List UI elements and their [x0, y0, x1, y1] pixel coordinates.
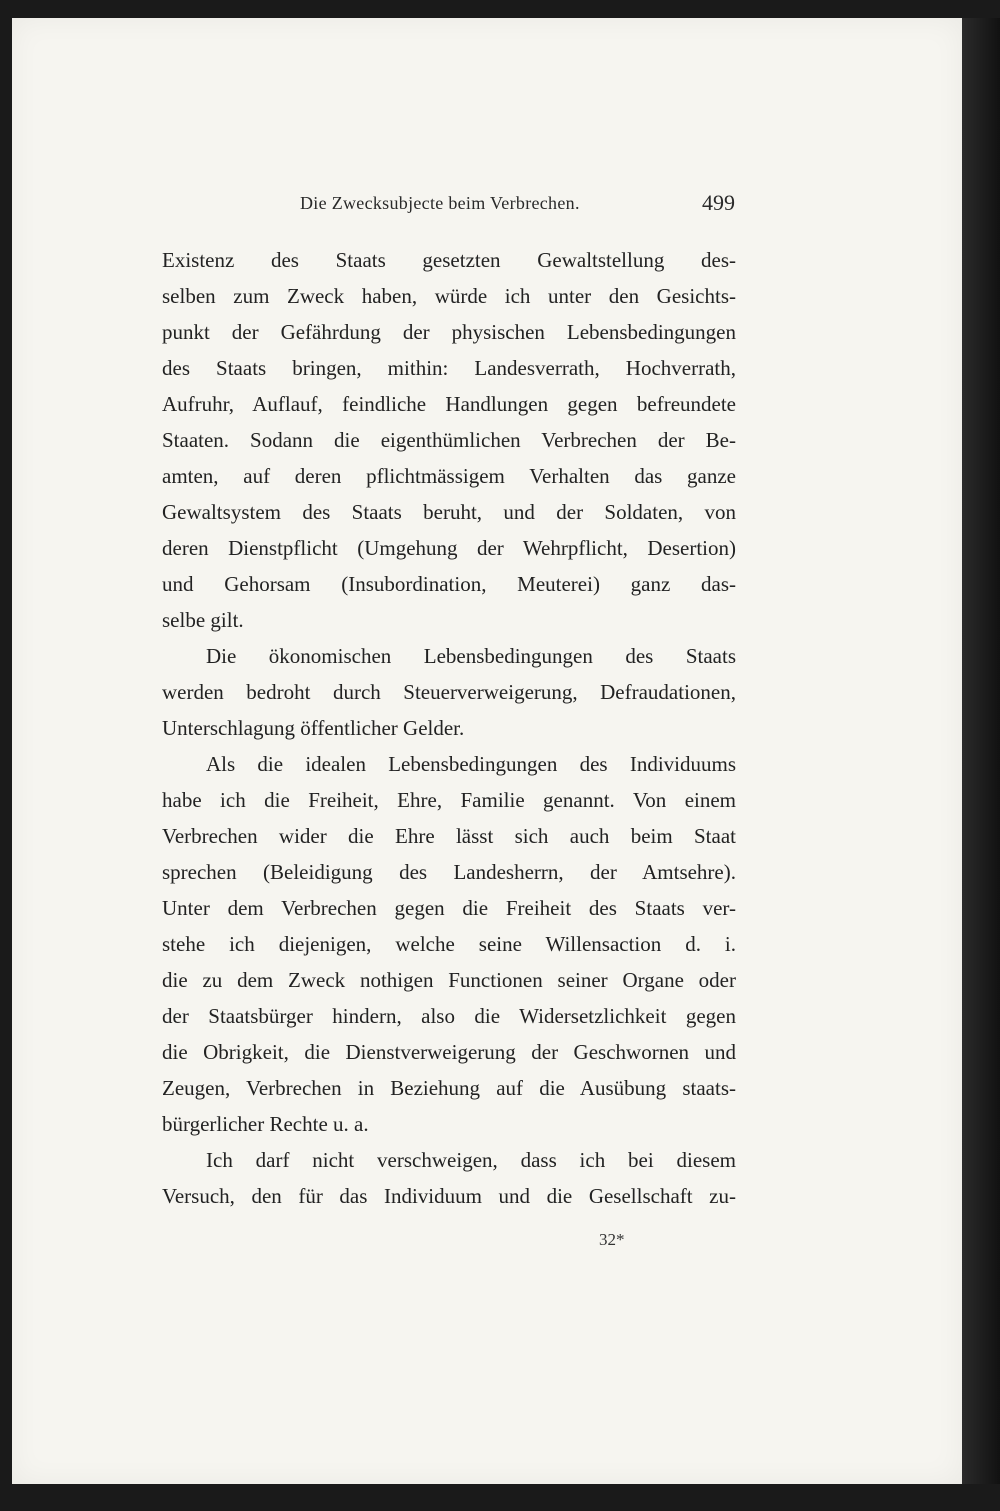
text-line: sprechen (Beleidigung des Landesherrn, der Amtsehre).: [162, 860, 736, 884]
text-line: stehe ich diejenigen, welche seine Willensaction d. i.: [162, 932, 736, 956]
text-line: Existenz des Staats gesetzten Gewaltstellung des-: [162, 248, 736, 272]
text-line: Ich darf nicht verschweigen, dass ich bei diesem: [206, 1148, 736, 1172]
text-line: Unter dem Verbrechen gegen die Freiheit des Staats ver-: [162, 896, 736, 920]
text-line: werden bedroht durch Steuerverweigerung, Defraudationen,: [162, 680, 736, 704]
text-line: bürgerlicher Rechte u. a.: [162, 1112, 369, 1136]
text-line: des Staats bringen, mithin: Landesverrath, Hochverrath,: [162, 356, 736, 380]
page-edge: [962, 18, 1000, 1484]
text-line: Staaten. Sodann die eigenthümlichen Verbrechen der Be-: [162, 428, 736, 452]
text-line: Die ökonomischen Lebensbedingungen des Staats: [206, 644, 736, 668]
text-line: amten, auf deren pflichtmässigem Verhalten das ganze: [162, 464, 736, 488]
text-line: Zeugen, Verbrechen in Beziehung auf die Ausübung staats-: [162, 1076, 736, 1100]
text-line: Verbrechen wider die Ehre lässt sich auch beim Staat: [162, 824, 736, 848]
running-title: Die Zwecksubjecte beim Verbrechen.: [300, 193, 580, 213]
text-line: der Staatsbürger hindern, also die Widersetzlichkeit gegen: [162, 1004, 736, 1028]
book-page: [12, 18, 962, 1484]
page-number: 499: [702, 190, 735, 215]
text-line: selben zum Zweck haben, würde ich unter den Gesichts-: [162, 284, 736, 308]
text-line: punkt der Gefährdung der physischen Lebensbedingungen: [162, 320, 736, 344]
text-line: die Obrigkeit, die Dienstverweigerung der Geschwornen und: [162, 1040, 736, 1064]
signature-mark: 32*: [599, 1230, 625, 1249]
text-line: und Gehorsam (Insubordination, Meuterei) ganz das-: [162, 572, 736, 596]
text-line: deren Dienstpflicht (Umgehung der Wehrpflicht, Desertion): [162, 536, 736, 560]
text-line: Versuch, den für das Individuum und die Gesellschaft zu-: [162, 1184, 736, 1208]
running-head: [12, 190, 962, 222]
body-text: [162, 242, 736, 1214]
text-line: Als die idealen Lebensbedingungen des Individuums: [206, 752, 736, 776]
text-line: habe ich die Freiheit, Ehre, Familie genannt. Von einem: [162, 788, 736, 812]
text-line: Unterschlagung öffentlicher Gelder.: [162, 716, 465, 740]
text-line: selbe gilt.: [162, 608, 244, 632]
text-line: die zu dem Zweck nothigen Functionen seiner Organe oder: [162, 968, 736, 992]
text-line: Aufruhr, Auflauf, feindliche Handlungen gegen befreundete: [162, 392, 736, 416]
text-line: Gewaltsystem des Staats beruht, und der Soldaten, von: [162, 500, 736, 524]
